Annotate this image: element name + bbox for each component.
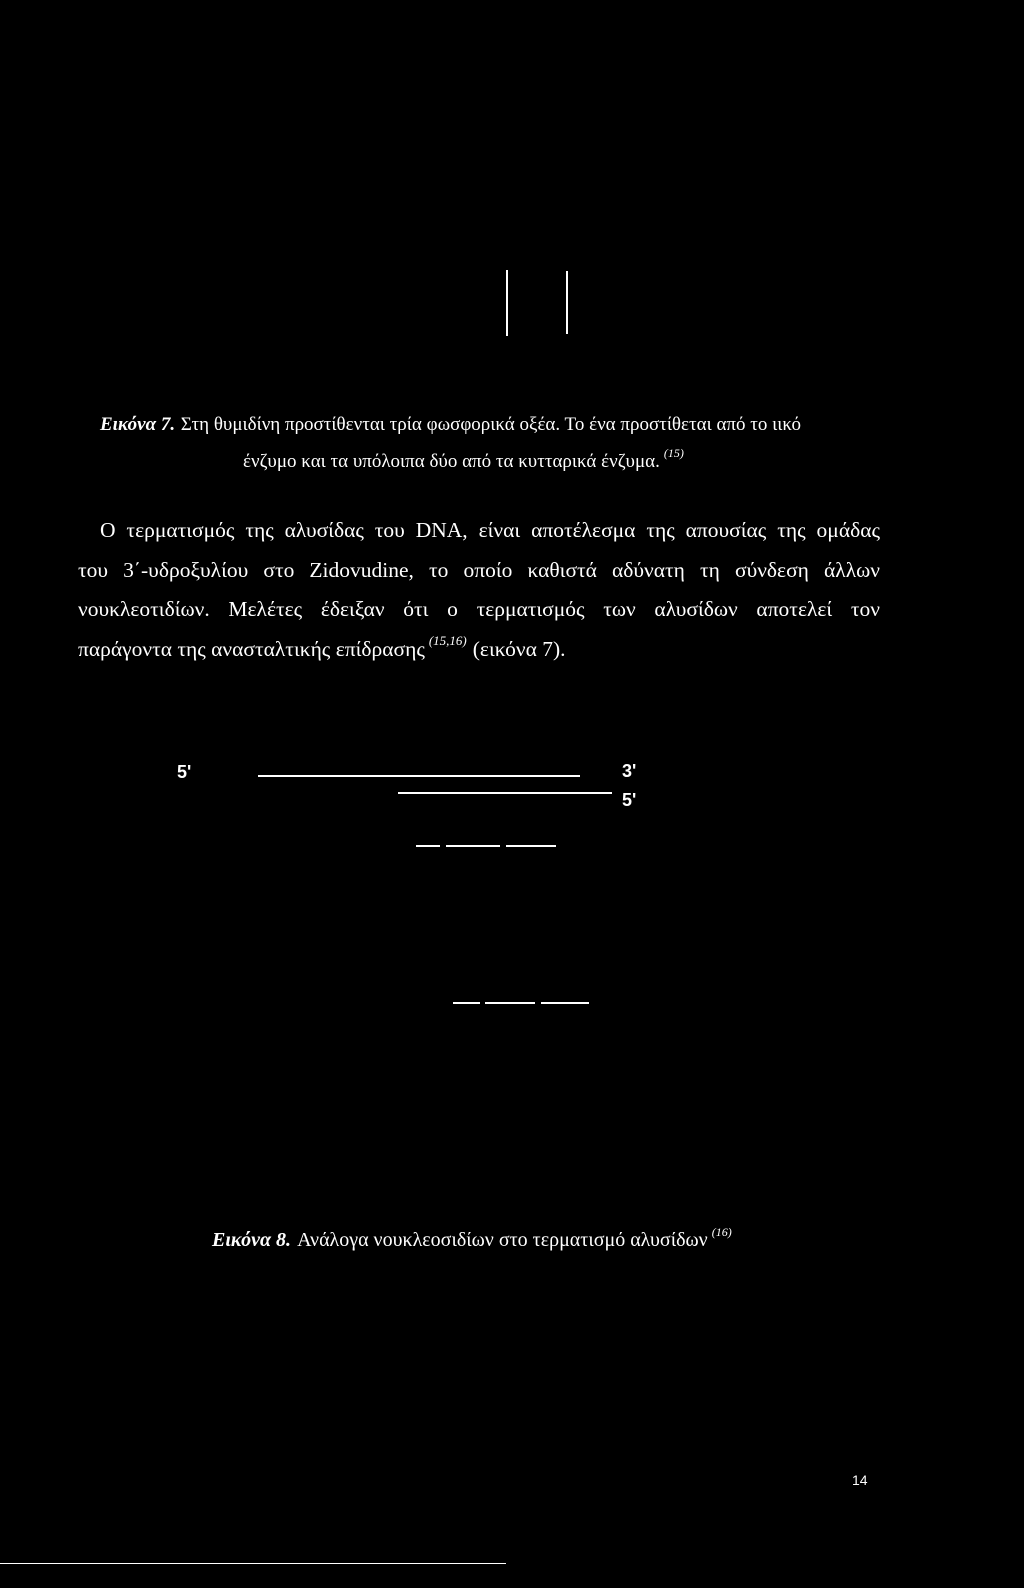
figure7-caption-text-2: ένζυμο και τα υπόλοιπα δύο από τα κυτταρικά ένζυμα.	[243, 451, 660, 472]
bottom-rule	[0, 1563, 506, 1564]
chain-segment	[506, 845, 556, 847]
strand-label-5prime-left: 5'	[177, 762, 192, 782]
figure7-caption-line1	[100, 415, 801, 434]
figure8-caption-text: Ανάλογα νουκλεοσιδίων στο τερματισμό αλυσίδων	[297, 1229, 708, 1251]
strand-label-5prime-right: 5'	[622, 790, 637, 810]
dna-strand-bottom	[398, 792, 612, 794]
figure7-line-left	[506, 270, 508, 336]
paragraph-line-2: του 3΄-υδροξυλίου στο Zidovudine, το οποίο καθιστά αδύνατη τη σύνδεση άλλων	[78, 558, 880, 582]
paragraph-line-4	[78, 633, 566, 664]
paragraph-line-4-text: παράγοντα της ανασταλτικής επίδρασης	[78, 637, 425, 661]
chain-segment	[485, 1002, 535, 1004]
dna-strand-top	[258, 775, 580, 777]
paragraph-reference: (15,16)	[428, 633, 467, 648]
figure8-caption-reference: (16)	[711, 1225, 732, 1239]
strand-label-3prime-right: 3'	[622, 761, 637, 781]
figure8-caption	[212, 1225, 732, 1251]
figure7-caption-text: Στη θυμιδίνη προστίθενται τρία φωσφορικά οξέα. Το ένα προστίθεται από το ιικό	[180, 414, 802, 435]
paragraph-line-3: νουκλεοτιδίων. Μελέτες έδειξαν ότι ο τερματισμός των αλυσίδων αποτελεί τον	[78, 597, 880, 621]
chain-segment	[541, 1002, 589, 1004]
figure7-caption-reference: (15)	[663, 446, 684, 460]
page-number: 14	[852, 1472, 868, 1488]
chain-segment	[453, 1002, 480, 1004]
figure8-caption-label: Εικόνα 8.	[212, 1229, 292, 1251]
figure7-line-right	[566, 271, 568, 334]
paragraph-line-4-tail: (εικόνα 7).	[472, 637, 566, 661]
chain-segment	[446, 845, 500, 847]
paragraph-line-1: Ο τερματισμός της αλυσίδας του DNA, είναι αποτέλεσμα της απουσίας της ομάδας	[100, 518, 880, 542]
figure7-caption-line2	[243, 446, 684, 472]
figure7-caption-label: Εικόνα 7.	[100, 414, 176, 435]
chain-segment	[416, 845, 440, 847]
